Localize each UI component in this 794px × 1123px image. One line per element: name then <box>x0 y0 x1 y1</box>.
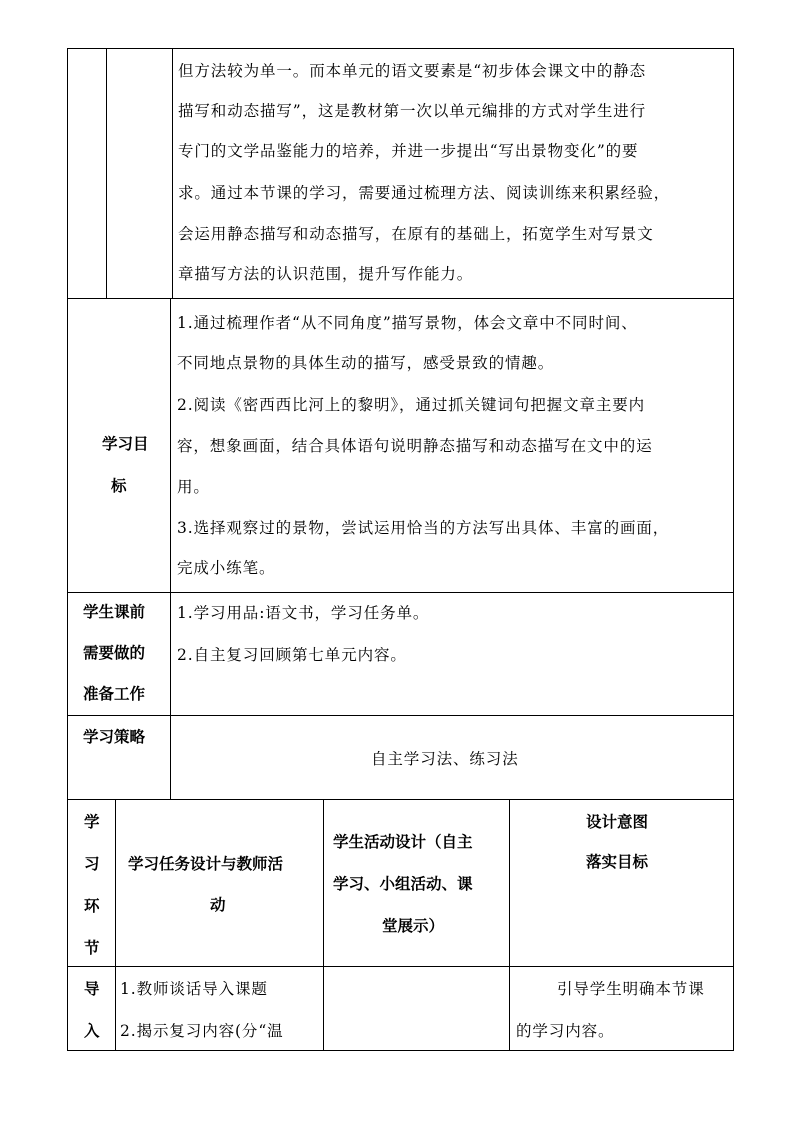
objective-line: 用。 <box>177 478 210 496</box>
intro-col2-line: 2.揭示复习内容(分“温 <box>120 1022 284 1040</box>
intro-col2-line: 1.教师谈话导入课题 <box>120 980 268 998</box>
header-col4: 落实目标 <box>586 853 649 871</box>
header-col3: 学生活动设计（自主 <box>333 833 473 851</box>
strategy-label: 学习策略 <box>83 728 146 746</box>
paragraph-line: 会运用静态描写和动态描写，在原有的基础上，拓宽学生对写景文 <box>178 225 654 243</box>
col-divider-4col-b <box>323 799 324 1051</box>
col-divider-4col-a <box>115 799 116 1051</box>
objectives-label: 标 <box>111 477 127 495</box>
paragraph-line: 专门的文学品鉴能力的培养，并进一步提出“写出景物变化”的要 <box>178 142 639 160</box>
table-border-bottom <box>67 1050 734 1051</box>
objective-line: 3.选择观察过的景物，尝试运用恰当的方法写出具体、丰富的画面， <box>177 519 670 537</box>
row-divider-5 <box>67 966 734 967</box>
header-col1: 节 <box>84 939 100 957</box>
header-col1: 学 <box>84 813 100 831</box>
preparation-item: 1.学习用品:语文书，学习任务单。 <box>177 604 430 622</box>
objective-line: 不同地点景物的具体生动的描写，感受景致的情趣。 <box>177 354 555 372</box>
objective-line: 1.通过梳理作者“从不同角度”描写景物，体会文章中不同时间、 <box>177 314 638 332</box>
table-border-top <box>67 48 734 49</box>
header-col3: 堂展示） <box>382 917 445 935</box>
preparation-label: 准备工作 <box>83 685 146 703</box>
paragraph-line: 章描写方法的认识范围，提升写作能力。 <box>178 265 474 283</box>
header-col1: 习 <box>84 855 100 873</box>
objective-line: 容，想象画面，结合具体语句说明静态描写和动态描写在文中的运 <box>177 437 653 455</box>
objective-line: 完成小练笔。 <box>177 559 276 577</box>
intro-col1: 导 <box>84 980 100 998</box>
row-divider-2 <box>67 592 734 593</box>
intro-col4-line: 引导学生明确本节课 <box>557 980 705 998</box>
intro-col4-line: 的学习内容。 <box>516 1022 615 1040</box>
row-divider-4 <box>67 799 734 800</box>
strategy-value: 自主学习法、练习法 <box>371 750 519 768</box>
paragraph-line: 求。通过本节课的学习，需要通过梳理方法、阅读训练来积累经验， <box>178 184 671 202</box>
paragraph-line: 描写和动态描写”，这是教材第一次以单元编排的方式对学生进行 <box>178 102 647 120</box>
paragraph-line: 但方法较为单一。而本单元的语文要素是“初步体会课文中的静态 <box>178 62 647 80</box>
preparation-label: 学生课前 <box>83 603 146 621</box>
preparation-item: 2.自主复习回顾第七单元内容。 <box>177 646 407 664</box>
col-divider-mid <box>170 298 171 799</box>
intro-col1: 入 <box>84 1022 100 1040</box>
header-col2: 学习任务设计与教师活 <box>128 855 284 873</box>
col-divider-top-b <box>172 48 173 298</box>
objectives-label: 学习目 <box>102 435 149 453</box>
row-divider-3 <box>67 715 734 716</box>
table-border-right <box>733 48 734 1051</box>
header-col4: 设计意图 <box>586 813 649 831</box>
col-divider-4col-c <box>509 799 510 1051</box>
row-divider-1 <box>67 298 734 299</box>
objective-line: 2.阅读《密西西比河上的黎明》，通过抓关键词句把握文章主要内 <box>177 396 646 414</box>
preparation-label: 需要做的 <box>83 644 146 662</box>
header-col3: 学习、小组活动、课 <box>333 875 473 893</box>
header-col1: 环 <box>84 897 100 915</box>
header-col2: 动 <box>210 896 226 914</box>
table-border-left <box>67 48 68 1051</box>
col-divider-top-a <box>106 48 107 298</box>
